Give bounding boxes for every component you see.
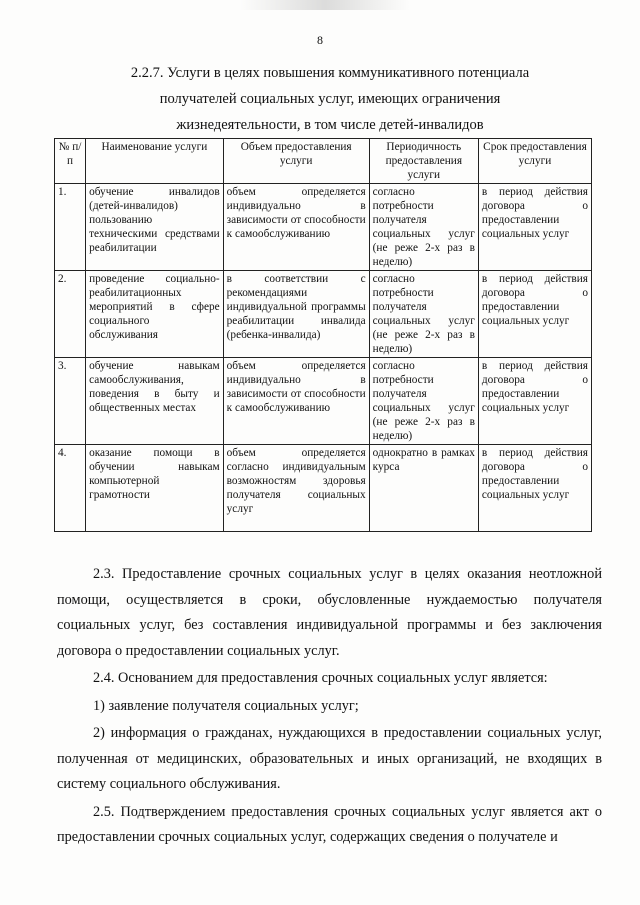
table-row bbox=[55, 271, 592, 358]
cell-volume: объем определяется согласно индивидуальным возможностям здоровья получателя социальных услуг bbox=[223, 445, 369, 532]
page-number: 8 bbox=[317, 33, 323, 47]
header-volume: Объем предоставления услуги bbox=[223, 139, 369, 184]
scan-artifact bbox=[240, 0, 410, 10]
table-row bbox=[55, 358, 592, 445]
section-title-line-1: 2.2.7. Услуги в целях повышения коммуникативного потенциала bbox=[130, 65, 530, 81]
table-header-row bbox=[55, 139, 592, 184]
cell-term: в период действия договора о предоставлении социальных услуг bbox=[478, 445, 591, 532]
paragraph-2-3: 2.3. Предоставление срочных социальных услуг в целях оказания неотложной помощи, осуществляется в сроки, обусловленные нуждаемостью получателя социальных услуг, без составления индивидуальной программы и без заключения договора о предоставлении социальных услуг. bbox=[57, 566, 602, 659]
section-title-line-2: получателей социальных услуг, имеющих ограничения bbox=[159, 91, 501, 107]
services-table bbox=[54, 138, 592, 532]
cell-term: в период действия договора о предоставлении социальных услуг bbox=[478, 184, 591, 271]
cell-term: в период действия договора о предоставлении социальных услуг bbox=[478, 358, 591, 445]
paragraph-2-5: 2.5. Подтверждением предоставления срочных социальных услуг является акт о предоставлении срочных социальных услуг, содержащих сведения о получателе и bbox=[57, 803, 602, 845]
cell-num: 1. bbox=[55, 184, 86, 271]
cell-name: проведение социально-реабилитационных мероприятий в сфере социального обслуживания bbox=[86, 271, 224, 358]
cell-periodicity: однократно в рамках курса bbox=[369, 445, 478, 532]
cell-periodicity: согласно потребности получателя социальных услуг (не реже 2-х раз в неделю) bbox=[369, 358, 478, 445]
cell-num: 2. bbox=[55, 271, 86, 358]
cell-num: 4. bbox=[55, 445, 86, 532]
header-term: Срок предоставления услуги bbox=[478, 139, 591, 184]
section-title-line-3: жизнедеятельности, в том числе детей-инвалидов bbox=[176, 117, 484, 133]
table-row bbox=[55, 184, 592, 271]
section-title bbox=[60, 60, 600, 138]
cell-term: в период действия договора о предоставлении социальных услуг bbox=[478, 271, 591, 358]
header-periodicity: Периодичность предоставления услуги bbox=[369, 139, 478, 184]
table-row bbox=[55, 445, 592, 532]
cell-volume: объем определяется индивидуально в зависимости от способности к самообслуживанию bbox=[223, 184, 369, 271]
body-text bbox=[57, 562, 602, 851]
cell-volume: объем определяется индивидуально в зависимости от способности к самообслуживанию bbox=[223, 358, 369, 445]
cell-periodicity: согласно потребности получателя социальных услуг (не реже 2-х раз в неделю) bbox=[369, 271, 478, 358]
cell-volume: в соответствии с рекомендациями индивидуальной программы реабилитации инвалида (ребенка-инвалида) bbox=[223, 271, 369, 358]
paragraph-2-4-item-2: 2) информация о гражданах, нуждающихся в предоставлении социальных услуг, полученная от медицинских, образовательных и иных организаций, не входящих в систему социального обслуживания. bbox=[57, 725, 602, 792]
header-name: Наименование услуги bbox=[86, 139, 224, 184]
paragraph-2-4-item-1: 1) заявление получателя социальных услуг; bbox=[93, 697, 359, 714]
cell-periodicity: согласно потребности получателя социальных услуг (не реже 2-х раз в неделю) bbox=[369, 184, 478, 271]
header-num: № п/п bbox=[55, 139, 86, 184]
paragraph-2-4: 2.4. Основанием для предоставления срочных социальных услуг является: bbox=[93, 670, 548, 686]
cell-num: 3. bbox=[55, 358, 86, 445]
cell-name: оказание помощи в обучении навыкам компьютерной грамотности bbox=[86, 445, 224, 532]
cell-name: обучение навыкам самообслуживания, поведения в быту и общественных местах bbox=[86, 358, 224, 445]
cell-name: обучение инвалидов (детей-инвалидов) пользованию техническими средствами реабилитации bbox=[86, 184, 224, 271]
